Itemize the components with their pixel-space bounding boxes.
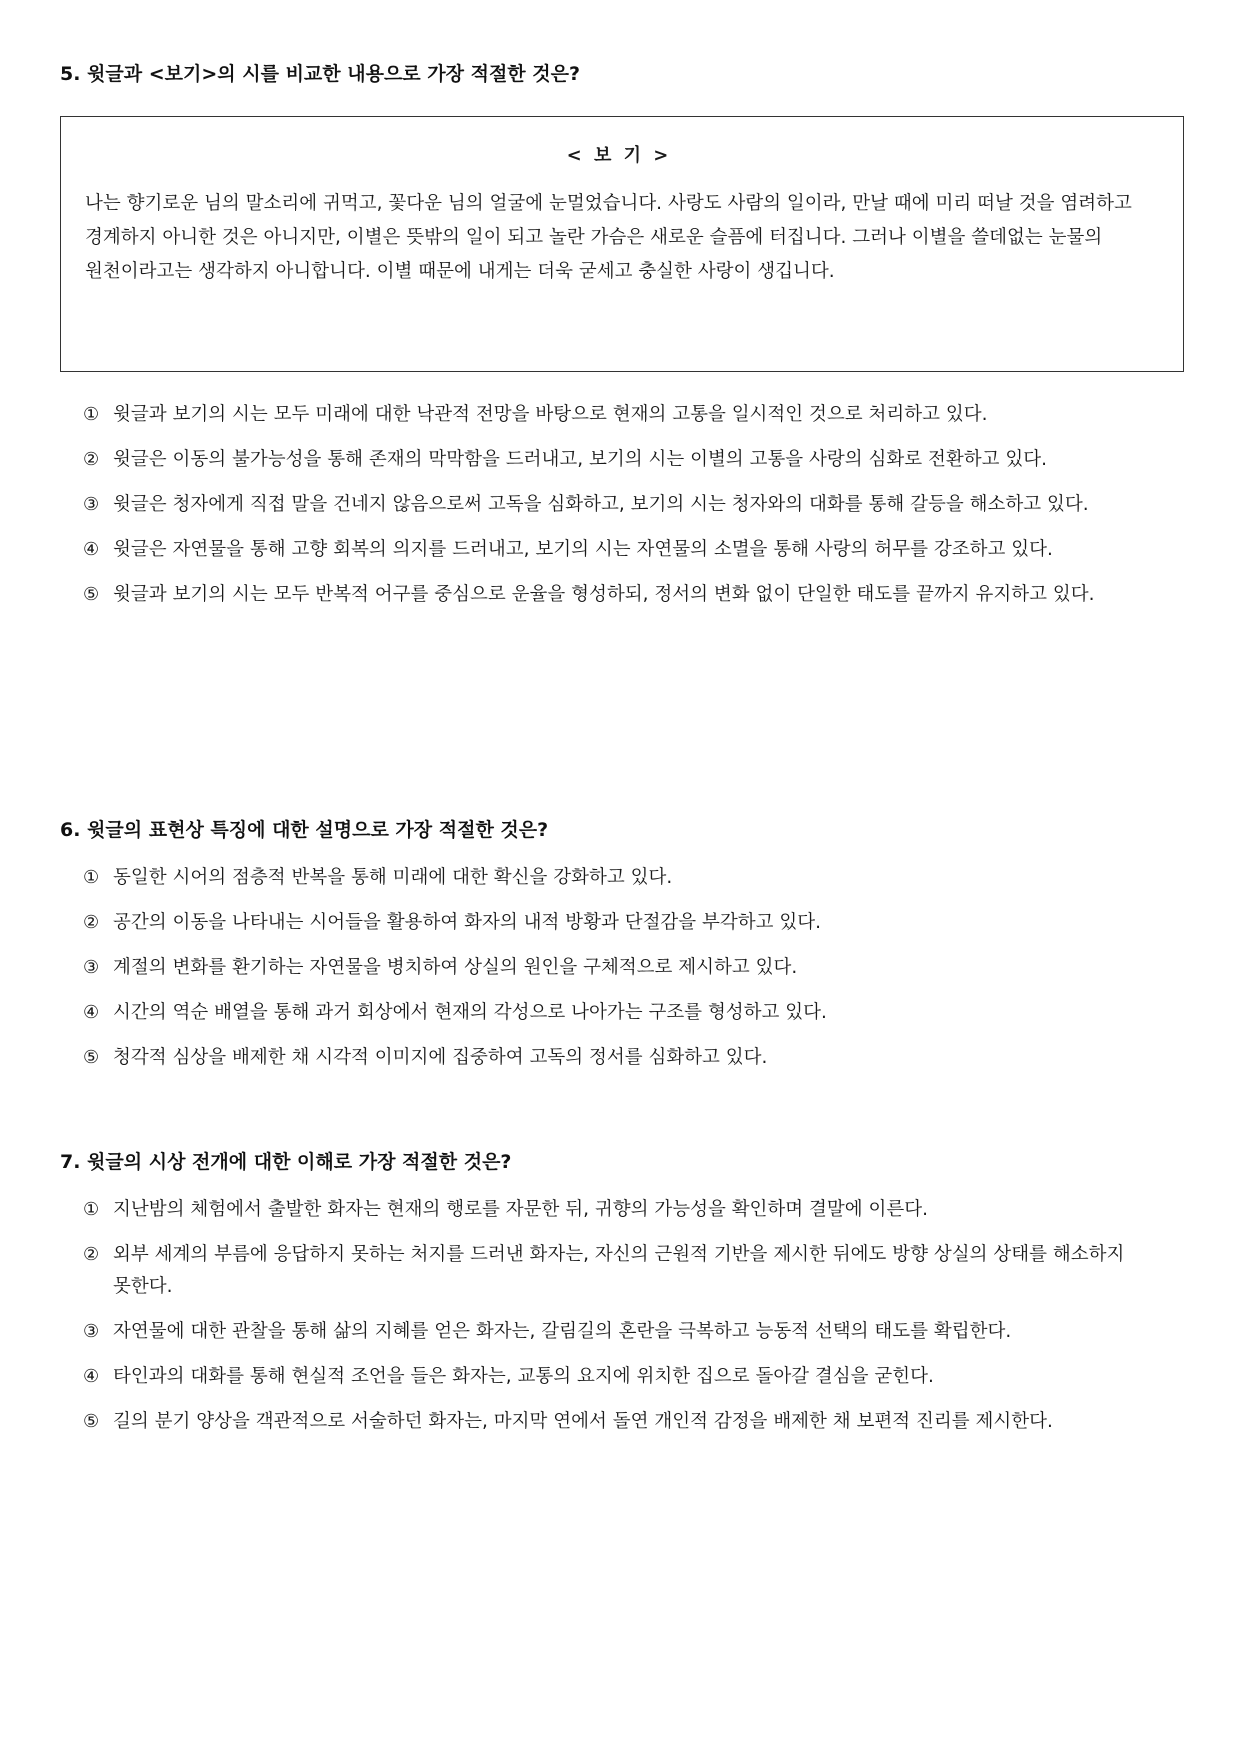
option-4[interactable] [60,1361,1188,1393]
question-title: 6. 윗글의 표현상 특징에 대한 설명으로 가장 적절한 것은? [60,819,549,841]
option-2[interactable] [60,907,1188,939]
option-number: ① [83,404,100,425]
option-text: 타인과의 대화를 통해 현실적 조언을 들은 화자는, 교통의 요지에 위치한 집으로 돌아갈 결심을 굳힌다. [113,1366,934,1387]
option-4[interactable] [60,997,1188,1029]
option-number: ③ [83,1321,100,1342]
option-text: 지난밤의 체험에서 출발한 화자는 현재의 행로를 자문한 뒤, 귀향의 가능성을 확인하며 결말에 이른다. [113,1199,929,1220]
option-text: 자연물에 대한 관찰을 통해 삶의 지혜를 얻은 화자는, 갈림길의 혼란을 극복하고 능동적 선택의 태도를 확립한다. [113,1321,1012,1342]
option-5[interactable] [60,579,1188,611]
option-number: ④ [83,539,100,560]
option-text: 윗글과 보기의 시는 모두 미래에 대한 낙관적 전망을 바탕으로 현재의 고통을 일시적인 것으로 처리하고 있다. [113,404,988,425]
option-number: ④ [83,1002,100,1023]
option-number: ② [83,449,100,470]
option-text: 동일한 시어의 점층적 반복을 통해 미래에 대한 확신을 강화하고 있다. [113,867,673,888]
option-text: 윗글은 이동의 불가능성을 통해 존재의 막막함을 드러내고, 보기의 시는 이별의 고통을 사랑의 심화로 전환하고 있다. [113,449,1048,470]
option-4[interactable] [60,534,1188,566]
question-title: 7. 윗글의 시상 전개에 대한 이해로 가장 적절한 것은? [60,1151,512,1173]
option-text: 윗글은 자연물을 통해 고향 회복의 의지를 드러내고, 보기의 시는 자연물의 소멸을 통해 사랑의 허무를 강조하고 있다. [113,539,1053,560]
option-number: ④ [83,1366,100,1387]
options-list [60,862,1188,1074]
option-1[interactable] [60,399,1188,431]
option-number: ⑤ [83,1411,100,1432]
option-5[interactable] [60,1406,1188,1438]
option-text: 길의 분기 양상을 객관적으로 서술하던 화자는, 마지막 연에서 돌연 개인적 감정을 배제한 채 보편적 진리를 제시한다. [113,1411,1053,1432]
question-title: 5. 윗글과 <보기>의 시를 비교한 내용으로 가장 적절한 것은? [60,63,581,85]
option-number: ③ [83,494,100,515]
option-number: ② [83,1244,100,1265]
option-text: 외부 세계의 부름에 응답하지 못하는 처지를 드러낸 화자는, 자신의 근원적 기반을 제시한 뒤에도 방향 상실의 상태를 해소하지 못한다. [113,1244,1125,1297]
option-2[interactable] [60,1239,1188,1303]
bogi-text: 나는 향기로운 님의 말소리에 귀먹고, 꽃다운 님의 얼굴에 눈멀었습니다. 사랑도 사람의 일이라, 만날 때에 미리 떠날 것을 염려하고 경계하지 아니한 것은 아니지만, 이별은 뜻밖의 일이 되고 놀란 가슴은 새로운 슬픔에 터집니다. 그러나 이별을 쓸데없는 눈물의 원천이라고는 생각하지 아니합니다. 이별 때문에 내게는 더욱 굳세고 충실한 사랑이 생깁니다. [85,193,1132,282]
option-2[interactable] [60,444,1188,476]
option-number: ① [83,1199,100,1220]
option-number: ② [83,912,100,933]
option-number: ⑤ [83,1047,100,1068]
options-list [60,1194,1188,1438]
option-3[interactable] [60,1316,1188,1348]
option-number: ⑤ [83,584,100,605]
option-text: 윗글과 보기의 시는 모두 반복적 어구를 중심으로 운율을 형성하되, 정서의 변화 없이 단일한 태도를 끝까지 유지하고 있다. [113,584,1095,605]
bogi-box [60,116,1184,372]
option-text: 윗글은 청자에게 직접 말을 건네지 않음으로써 고독을 심화하고, 보기의 시는 청자와의 대화를 통해 갈등을 해소하고 있다. [113,494,1089,515]
option-text: 공간의 이동을 나타내는 시어들을 활용하여 화자의 내적 방황과 단절감을 부각하고 있다. [113,912,822,933]
option-1[interactable] [60,862,1188,894]
option-number: ① [83,867,100,888]
question-5 [60,60,1188,624]
option-text: 계절의 변화를 환기하는 자연물을 병치하여 상실의 원인을 구체적으로 제시하고 있다. [113,957,798,978]
question-7 [60,1148,1188,1451]
option-3[interactable] [60,489,1188,521]
option-1[interactable] [60,1194,1188,1226]
option-text: 청각적 심상을 배제한 채 시각적 이미지에 집중하여 고독의 정서를 심화하고 있다. [113,1047,768,1068]
options-list [60,399,1188,611]
option-text: 시간의 역순 배열을 통해 과거 회상에서 현재의 각성으로 나아가는 구조를 형성하고 있다. [113,1002,827,1023]
question-6 [60,816,1188,1087]
bogi-title: < 보 기 > [566,145,672,166]
option-5[interactable] [60,1042,1188,1074]
option-number: ③ [83,957,100,978]
option-3[interactable] [60,952,1188,984]
